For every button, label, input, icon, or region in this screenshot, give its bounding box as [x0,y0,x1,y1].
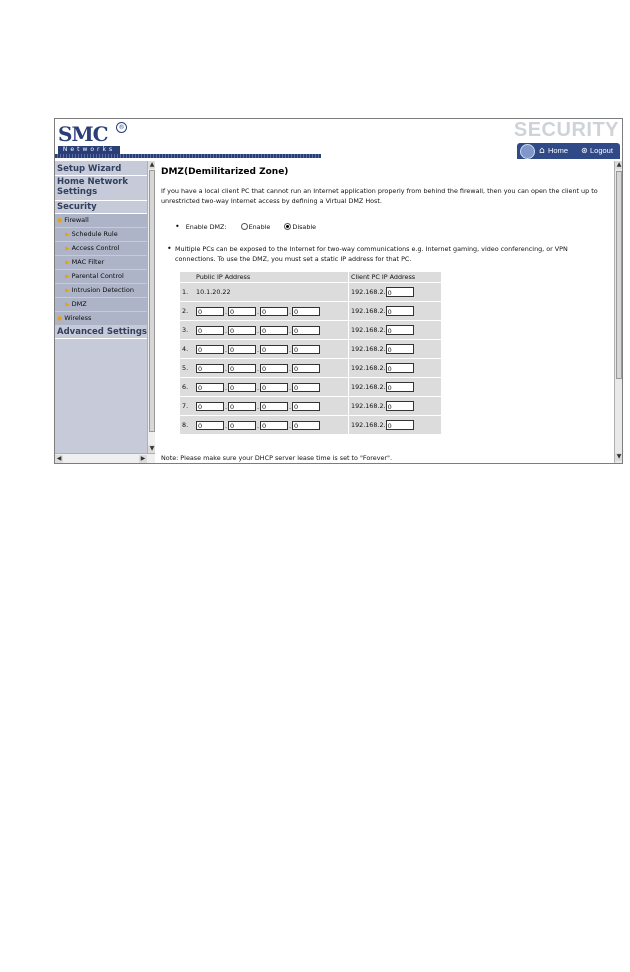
client-ip-cell [349,302,441,321]
public-ip-octet-input[interactable]: 0 [196,307,224,316]
nav-security[interactable]: Security [55,201,147,214]
octet-separator: . [288,364,292,373]
logo-word: SMC [58,122,108,146]
public-ip-octet-input[interactable]: 0 [292,345,320,354]
public-ip-octet-input[interactable]: 0 [292,364,320,373]
logo-subtext: Networks [58,146,120,154]
row-number: 8. [180,416,196,435]
header-client-ip: Client PC IP Address [349,272,441,283]
table-row [180,416,441,435]
enable-label: Enable [248,223,271,231]
public-ip-octet-input[interactable]: 0 [260,326,288,335]
public-ip-octet-input[interactable]: 0 [196,383,224,392]
client-ip-last-octet-input[interactable]: 0 [386,420,414,430]
client-ip-prefix: 192.168.2. [351,421,386,429]
nav-intrusion-detection[interactable] [55,284,147,297]
browser-frame [54,118,623,464]
nav-item-label: Parental Control [71,272,124,280]
public-ip-cell [196,359,349,378]
disable-radio[interactable] [284,223,291,230]
scroll-up-icon[interactable]: ▲ [616,161,622,168]
bullet-icon: ● [57,315,63,322]
octet-separator: . [288,307,292,316]
octet-separator: . [224,383,228,392]
octet-separator: . [256,326,260,335]
disable-label: Disable [292,223,317,231]
octet-separator: . [256,307,260,316]
nav-dmz[interactable] [55,298,147,311]
row-number: 6. [180,378,196,397]
row-number: 4. [180,340,196,359]
octet-separator: . [288,383,292,392]
table-row [180,283,441,302]
octet-separator: . [256,402,260,411]
client-ip-last-octet-input[interactable]: 0 [386,344,414,354]
client-ip-cell [349,359,441,378]
public-ip-octet-input[interactable]: 0 [228,345,256,354]
octet-separator: . [224,364,228,373]
public-ip-cell [196,416,349,435]
enable-dmz-row [175,222,316,231]
globe-icon [520,144,535,159]
multi-pc-text [167,244,595,264]
nav-parental-control[interactable] [55,270,147,283]
bullet-icon: ● [57,217,63,224]
triangle-right-icon: ▶ [65,231,70,238]
client-ip-last-octet-input[interactable]: 0 [386,382,414,392]
octet-separator: . [256,345,260,354]
logout-icon[interactable]: ⊛ [581,146,588,155]
client-ip-last-octet-input[interactable]: 0 [386,325,414,335]
enable-dmz-label: Enable DMZ: [185,223,227,231]
public-ip-cell [196,321,349,340]
octet-separator: . [224,345,228,354]
octet-separator: . [288,421,292,430]
client-ip-prefix: 192.168.2. [351,402,386,410]
header [55,119,622,161]
octet-separator: . [224,421,228,430]
octet-separator: . [288,326,292,335]
table-body [180,283,441,435]
main-content [155,161,614,463]
triangle-right-icon: ▶ [65,273,70,280]
table-row [180,359,441,378]
public-ip-octet-input[interactable]: 0 [196,326,224,335]
nav-item-label: Schedule Rule [71,230,118,238]
nav-schedule-rule[interactable] [55,228,147,241]
client-ip-cell [349,340,441,359]
client-ip-prefix: 192.168.2. [351,288,386,296]
scroll-left-icon[interactable]: ◀ [56,455,62,462]
octet-separator: . [288,345,292,354]
registered-mark: ® [116,122,127,133]
octet-separator: . [288,402,292,411]
client-ip-prefix: 192.168.2. [351,307,386,315]
table-header-row [180,272,441,283]
public-ip-cell [196,340,349,359]
client-ip-prefix: 192.168.2. [351,364,386,372]
client-ip-last-octet-input[interactable]: 0 [386,306,414,316]
public-ip-octet-input[interactable]: 0 [292,307,320,316]
nav-wireless[interactable] [55,312,147,325]
public-ip-cell [196,283,349,302]
smc-logo[interactable] [58,122,128,154]
public-ip-octet-input[interactable]: 0 [196,345,224,354]
public-ip-octet-input[interactable]: 0 [260,364,288,373]
client-ip-cell [349,283,441,302]
public-ip-octet-input[interactable]: 0 [196,364,224,373]
scroll-down-icon[interactable]: ▼ [149,445,155,452]
logout-link[interactable]: Logout [590,146,613,155]
client-ip-cell [349,416,441,435]
nav-access-control[interactable] [55,242,147,255]
public-ip-octet-input[interactable]: 0 [292,421,320,430]
page-title: DMZ(Demilitarized Zone) [161,167,289,177]
public-ip-octet-input[interactable]: 0 [260,402,288,411]
section-title: SECURITY [513,119,619,141]
nav-item-label: Intrusion Detection [71,286,134,294]
row-number: 3. [180,321,196,340]
scroll-down-icon[interactable]: ▼ [616,453,622,460]
nav-wireless-label: Wireless [64,314,92,322]
home-icon[interactable]: ⌂ [539,146,545,156]
nav-setup-wizard[interactable]: Setup Wizard [55,164,147,176]
row-number: 5. [180,359,196,378]
table-row [180,321,441,340]
intro-text: If you have a local client PC that cannot run an Internet application properly from behind the firewall, then you can open the client up to unrestricted two-way Internet access by defining a Virtual DMZ Host. [161,187,598,205]
client-ip-prefix: 192.168.2. [351,326,386,334]
header-public-ip: Public IP Address [196,272,349,283]
octet-separator: . [224,326,228,335]
public-ip-cell [196,378,349,397]
nav-firewall[interactable] [55,214,147,227]
header-divider-bar [55,154,321,158]
octet-separator: . [256,421,260,430]
bullet-icon: • [175,222,180,231]
client-ip-cell [349,397,441,416]
note-text: Note: Please make sure your DHCP server lease time is set to "Forever". [161,454,393,462]
public-ip-octet-input[interactable]: 0 [196,421,224,430]
triangle-right-icon: ▶ [65,245,70,252]
scroll-right-icon[interactable]: ▶ [140,455,146,462]
nav-firewall-label: Firewall [64,216,89,224]
public-ip-octet-input[interactable]: 0 [292,402,320,411]
client-ip-last-octet-input[interactable]: 0 [386,401,414,411]
public-ip-octet-input[interactable]: 0 [260,307,288,316]
sidebar [55,161,147,463]
nav-mac-filter[interactable] [55,256,147,269]
multi-pc-paragraph: Multiple PCs can be exposed to the Internet for two-way communications e.g. Internet gaming, video conferencing, or VPN connections. To use the DMZ, you must set a static IP address for that PC. [175,245,568,263]
public-ip-octet-input[interactable]: 0 [196,402,224,411]
client-ip-prefix: 192.168.2. [351,383,386,391]
nav-item-label: MAC Filter [71,258,105,266]
header-tab [517,143,620,159]
header-num-cell [180,272,196,283]
bullet-icon: • [167,244,172,253]
triangle-right-icon: ▶ [65,301,70,308]
public-ip-static: 10.1.20.22 [196,288,231,296]
client-ip-last-octet-input[interactable]: 0 [386,363,414,373]
public-ip-octet-input[interactable]: 0 [260,383,288,392]
public-ip-cell [196,397,349,416]
nav-item-label: DMZ [71,300,87,308]
row-number: 7. [180,397,196,416]
nav-item-label: Access Control [71,244,120,252]
client-ip-prefix: 192.168.2. [351,345,386,353]
home-link[interactable]: Home [548,146,569,155]
octet-separator: . [224,307,228,316]
main-scroll-thumb[interactable] [616,171,622,379]
triangle-right-icon: ▶ [65,287,70,294]
row-number: 2. [180,302,196,321]
client-ip-cell [349,378,441,397]
table-row [180,378,441,397]
public-ip-octet-input[interactable]: 0 [228,402,256,411]
scroll-up-icon[interactable]: ▲ [149,161,155,168]
triangle-right-icon: ▶ [65,259,70,266]
enable-radio[interactable] [241,223,248,230]
client-ip-last-octet-input[interactable]: 0 [386,287,414,297]
nav-home-network-settings[interactable]: Home Network Settings [55,177,147,201]
public-ip-octet-input[interactable]: 0 [228,364,256,373]
octet-separator: . [224,402,228,411]
public-ip-octet-input[interactable]: 0 [292,383,320,392]
public-ip-octet-input[interactable]: 0 [228,421,256,430]
octet-separator: . [256,364,260,373]
public-ip-octet-input[interactable]: 0 [228,326,256,335]
public-ip-octet-input[interactable]: 0 [292,326,320,335]
row-number: 1. [180,283,196,302]
table-row [180,340,441,359]
public-ip-octet-input[interactable]: 0 [228,307,256,316]
dmz-table [180,272,441,435]
public-ip-octet-input[interactable]: 0 [260,345,288,354]
octet-separator: . [256,383,260,392]
table-row [180,302,441,321]
client-ip-cell [349,321,441,340]
public-ip-octet-input[interactable]: 0 [228,383,256,392]
table-row [180,397,441,416]
public-ip-cell [196,302,349,321]
main-scrollbar[interactable] [614,161,623,463]
nav-advanced-settings[interactable]: Advanced Settings [57,327,147,337]
public-ip-octet-input[interactable]: 0 [260,421,288,430]
sidebar-horizontal-scrollbar[interactable] [55,453,155,464]
